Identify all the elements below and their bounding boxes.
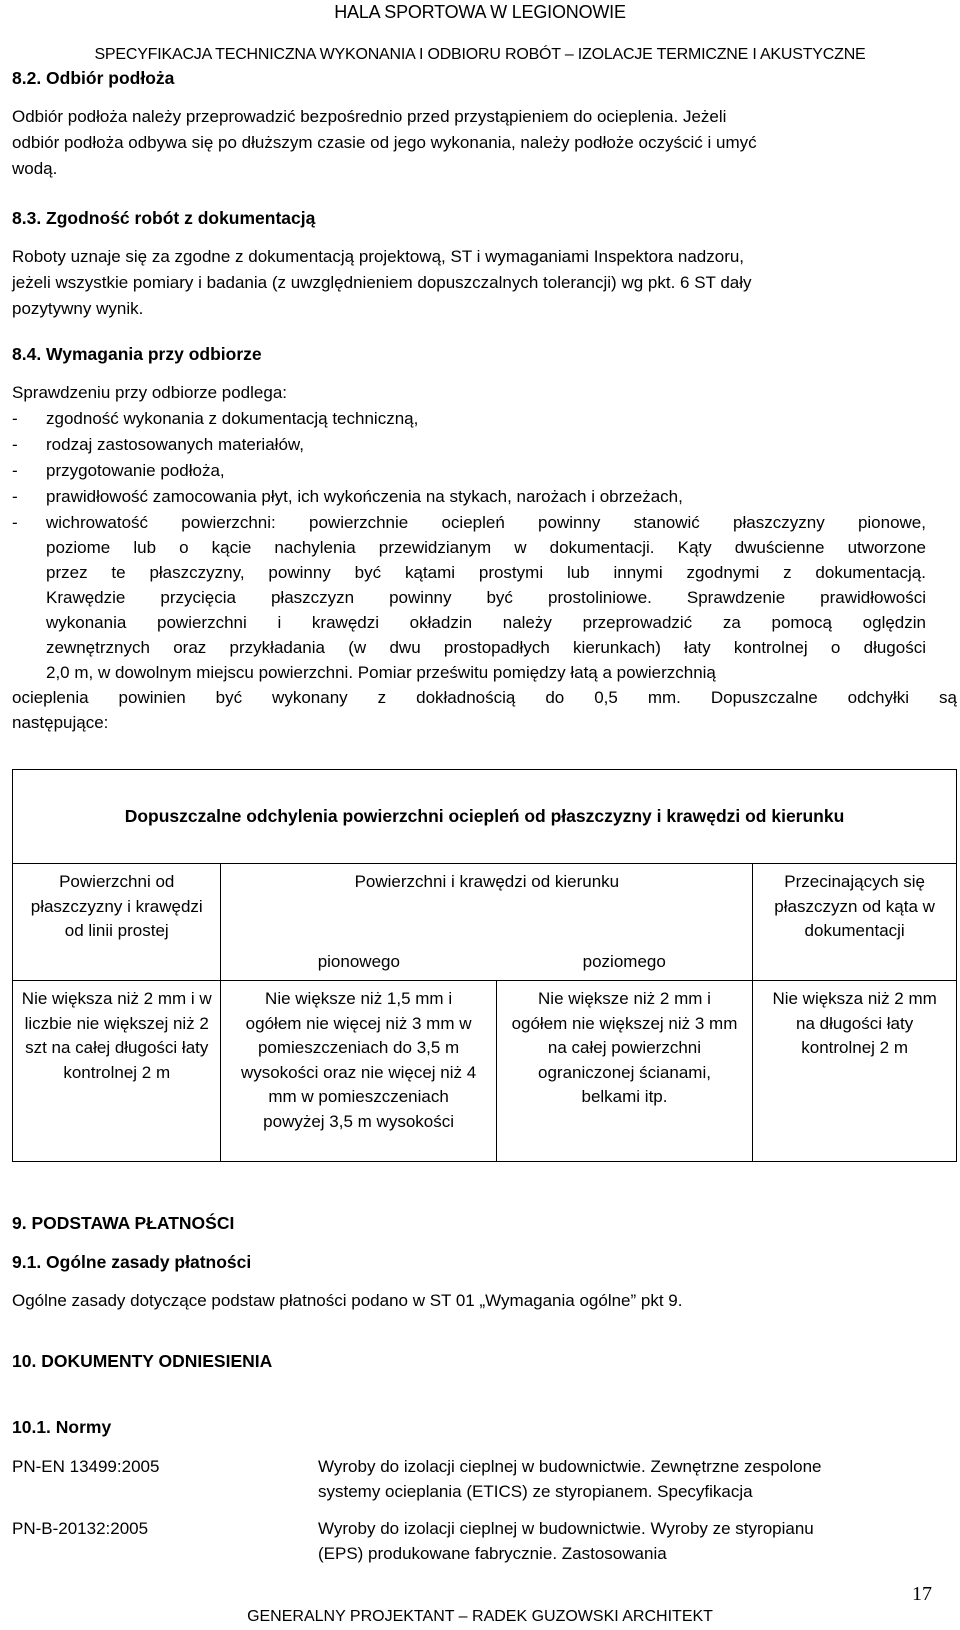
- long-list-item-line: 2,0 m, w dowolnym miejscu powierzchni. Pomiar prześwitu pomiędzy łatą a powierzchnią: [46, 663, 716, 682]
- long-list-item-line: zewnętrznych oraz przykładania (w dwu prostopadłych kierunkach) łaty kontrolnej o długości: [46, 638, 926, 657]
- section-8-3-line: Roboty uznaje się za zgodne z dokumentacją projektową, ST i wymaganiami Inspektora nadzoru,: [12, 247, 745, 266]
- norm-code: PN-EN 13499:2005: [12, 1457, 160, 1476]
- section-8-4-tail-line: następujące:: [12, 713, 109, 732]
- norm-description: (EPS) produkowane fabrycznie. Zastosowania: [318, 1544, 667, 1563]
- section-9-1-text: Ogólne zasady dotyczące podstaw płatności podano w ST 01 „Wymagania ogólne” pkt 9.: [12, 1291, 683, 1310]
- running-footer: GENERALNY PROJEKTANT – RADEK GUZOWSKI ARCHITEKT: [247, 1608, 713, 1625]
- list-bullet-dash: -: [12, 513, 18, 532]
- list-bullet-dash: -: [12, 487, 18, 506]
- section-8-4-intro: Sprawdzeniu przy odbiorze podlega:: [12, 383, 288, 402]
- table-title: Dopuszczalne odchylenia powierzchni ociepleń od płaszczyzny i krawędzi od kierunku: [13, 770, 957, 864]
- list-item: prawidłowość zamocowania płyt, ich wykończenia na stykach, narożach i obrzeżach,: [46, 487, 683, 506]
- list-item: rodzaj zastosowanych materiałów,: [46, 435, 304, 454]
- section-10-heading: 10. DOKUMENTY ODNIESIENIA: [12, 1351, 273, 1371]
- section-9-1-heading: 9.1. Ogólne zasady płatności: [12, 1252, 252, 1272]
- norm-description: Wyroby do izolacji cieplnej w budownictwie. Zewnętrzne zespolone: [318, 1457, 822, 1476]
- long-list-item-line: przez te płaszczyzny, powinny być kątami prostymi lub innymi zgodnymi z dokumentacją.: [46, 563, 926, 582]
- list-bullet-dash: -: [12, 461, 18, 480]
- list-item: zgodność wykonania z dokumentacją techniczną,: [46, 409, 419, 428]
- section-8-2-line: Odbiór podłoża należy przeprowadzić bezpośrednio przed przystąpieniem do ocieplenia. Jeżeli: [12, 107, 727, 126]
- table-header-plane: Powierzchni od płaszczyzny i krawędzi od linii prostej: [13, 864, 221, 981]
- section-8-2-heading: 8.2. Odbiór podłoża: [12, 68, 175, 88]
- norm-code: PN-B-20132:2005: [12, 1519, 149, 1538]
- section-8-4-heading: 8.4. Wymagania przy odbiorze: [12, 344, 262, 364]
- list-bullet-dash: -: [12, 435, 18, 454]
- list-bullet-dash: -: [12, 409, 18, 428]
- section-8-3-line: pozytywny wynik.: [12, 299, 144, 318]
- long-list-item-line: poziome lub o kącie nachylenia przewidzianym w dokumentacji. Kąty dwuścienne utworzone: [46, 538, 926, 557]
- table-subheader-vertical: pionowego: [221, 900, 496, 981]
- table-header-angle: Przecinających się płaszczyzn od kąta w dokumentacji: [753, 864, 957, 981]
- norm-description: systemy ocieplania (ETICS) ze styropianem. Specyfikacja: [318, 1482, 753, 1501]
- tolerance-table: [12, 769, 957, 1162]
- table-cell: Nie większe niż 2 mm i ogółem nie większej niż 3 mm na całej powierzchni ograniczonej ścianami, belkami itp.: [496, 981, 753, 1162]
- section-8-2-line: wodą.: [12, 159, 58, 178]
- section-8-2-line: odbiór podłoża odbywa się po dłuższym czasie od jego wykonania, należy podłoże oczyścić i umyć: [12, 133, 757, 152]
- running-header-subtitle: SPECYFIKACJA TECHNICZNA WYKONANIA I ODBIORU ROBÓT – IZOLACJE TERMICZNE I AKUSTYCZNE: [94, 46, 866, 63]
- table-subheader-horizontal: poziomego: [496, 900, 753, 981]
- long-list-item-line: wykonania powierzchni i krawędzi okładzin należy przeprowadzić za pomocą oględzin: [46, 613, 926, 632]
- table-cell: Nie większe niż 1,5 mm i ogółem nie więcej niż 3 mm w pomieszczeniach do 3,5 m wysokości oraz nie więcej niż 4 mm w pomieszczeniach powyżej 3,5 m wysokości: [221, 981, 496, 1162]
- table-cell: Nie większa niż 2 mm i w liczbie nie większej niż 2 szt na całej długości łaty kontrolnej 2 m: [13, 981, 221, 1162]
- running-header-title: HALA SPORTOWA W LEGIONOWIE: [334, 2, 626, 22]
- long-list-item-line: Krawędzie przycięcia płaszczyzn powinny być prostoliniowe. Sprawdzenie prawidłowości: [46, 588, 926, 607]
- long-list-item-line: wichrowatość powierzchni: powierzchnie ociepleń powinny stanowić płaszczyzny pionowe,: [46, 513, 926, 532]
- table-row: [13, 981, 957, 1162]
- list-item: przygotowanie podłoża,: [46, 461, 225, 480]
- section-9-heading: 9. PODSTAWA PŁATNOŚCI: [12, 1213, 235, 1233]
- section-8-4-tail-line: ocieplenia powinien być wykonany z dokładnością do 0,5 mm. Dopuszczalne odchyłki są: [12, 688, 957, 707]
- section-8-3-heading: 8.3. Zgodność robót z dokumentacją: [12, 208, 316, 228]
- section-10-1-heading: 10.1. Normy: [12, 1417, 112, 1437]
- norm-description: Wyroby do izolacji cieplnej w budownictwie. Wyroby ze styropianu: [318, 1519, 814, 1538]
- table-cell: Nie większa niż 2 mm na długości łaty kontrolnej 2 m: [753, 981, 957, 1162]
- page-number: 17: [912, 1583, 932, 1605]
- table-header-direction: Powierzchni i krawędzi od kierunku: [221, 864, 753, 901]
- section-8-3-line: jeżeli wszystkie pomiary i badania (z uwzględnieniem dopuszczalnych tolerancji) wg pkt. 6 ST dały: [12, 273, 752, 292]
